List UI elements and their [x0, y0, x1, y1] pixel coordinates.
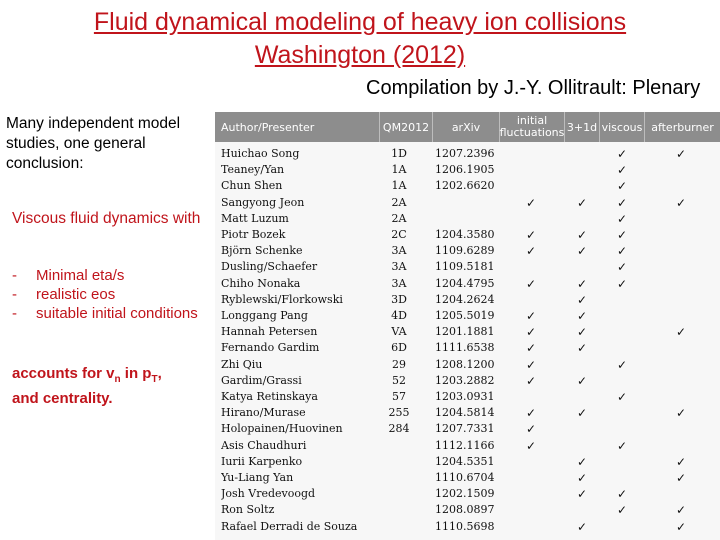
- cell-author: Iurii Karpenko: [221, 454, 303, 468]
- table-row: [215, 195, 720, 211]
- cell-arxiv: 1204.3580: [435, 228, 495, 241]
- cell-arxiv: [435, 195, 495, 211]
- cell-author: Dusling/Schaefer: [221, 260, 318, 274]
- cell-arxiv: 1207.7331: [435, 422, 495, 436]
- cell-author: Teaney/Yan: [221, 163, 285, 177]
- check-icon: ✓: [576, 341, 588, 356]
- check-icon: ✓: [576, 292, 588, 307]
- cell-arxiv: 1204.5814: [435, 406, 495, 420]
- cell-arxiv: 1203.2882: [435, 373, 495, 387]
- check-icon: ✓: [616, 260, 628, 275]
- check-icon: ✓: [525, 438, 537, 453]
- table-row: [215, 211, 720, 227]
- cell-arxiv: 1110.5698: [435, 519, 495, 533]
- cell-qm2012: 57: [392, 390, 406, 403]
- cell-arxiv: [435, 211, 495, 227]
- table-row: [215, 243, 720, 259]
- compilation-heading: Compilation by J.-Y. Ollitrault: Plenary: [366, 77, 701, 99]
- header-afterburner: afterburner: [651, 120, 714, 134]
- check-icon: ✓: [675, 325, 687, 340]
- cell-arxiv: 1109.6289: [435, 244, 495, 258]
- cell-qm2012: 3A: [391, 260, 407, 274]
- table-row: [215, 454, 720, 470]
- table-row: [215, 276, 720, 292]
- cell-author: Josh Vredevoogd: [221, 487, 316, 501]
- cell-arxiv: 1208.1200: [435, 357, 495, 371]
- check-icon: ✓: [576, 309, 588, 323]
- check-icon: ✓: [525, 309, 537, 323]
- cell-qm2012: 29: [392, 357, 406, 371]
- check-icon: ✓: [576, 276, 588, 291]
- cell-qm2012: 3A: [391, 276, 407, 290]
- title-line-2: Washington (2012): [254, 41, 466, 69]
- check-icon: ✓: [616, 147, 628, 161]
- cell-qm2012: [385, 470, 413, 486]
- cell-qm2012: 1A: [391, 163, 407, 177]
- cell-qm2012: [385, 502, 413, 518]
- cell-arxiv: 1208.0897: [435, 503, 495, 517]
- check-icon: ✓: [616, 195, 628, 210]
- header-qm2012: QM2012: [382, 120, 430, 134]
- check-icon: ✓: [576, 325, 588, 340]
- table-header: [215, 112, 720, 142]
- cell-qm2012: 2A: [391, 211, 407, 225]
- cell-author: Piotr Bozek: [221, 228, 286, 241]
- table-row: [215, 502, 720, 518]
- check-icon: ✓: [616, 244, 628, 259]
- cell-author: Katya Retinskaya: [221, 390, 318, 403]
- check-icon: ✓: [525, 422, 537, 437]
- table-row: [215, 373, 720, 389]
- check-icon: ✓: [525, 276, 537, 291]
- cell-author: Holopainen/Huovinen: [221, 422, 343, 436]
- check-icon: ✓: [675, 519, 687, 534]
- check-icon: ✓: [675, 454, 687, 469]
- check-icon: ✓: [576, 195, 588, 210]
- cell-qm2012: VA: [391, 325, 407, 339]
- cell-qm2012: [385, 438, 413, 454]
- header-3plus1d: 3+1d: [566, 120, 598, 134]
- cell-qm2012: [385, 486, 413, 502]
- cell-qm2012: 284: [388, 422, 410, 436]
- cell-author: Fernando Gardim: [221, 341, 320, 355]
- check-icon: ✓: [525, 373, 537, 388]
- cell-author: Matt Luzum: [221, 211, 289, 225]
- check-icon: ✓: [576, 454, 588, 469]
- bullet-list: [12, 266, 202, 323]
- cell-arxiv: 1204.2624: [435, 292, 495, 306]
- table-row: [215, 438, 720, 454]
- header-author: Author/Presenter: [221, 120, 315, 134]
- cell-arxiv: 1111.6538: [435, 341, 495, 355]
- cell-qm2012: 6D: [391, 341, 407, 355]
- cell-author: Huichao Song: [221, 147, 300, 160]
- table-row: [215, 178, 720, 194]
- check-icon: ✓: [576, 244, 588, 259]
- check-icon: ✓: [616, 228, 628, 242]
- table-row: [215, 324, 720, 340]
- cell-author: Asis Chaudhuri: [221, 438, 307, 452]
- cell-qm2012: 1A: [391, 179, 407, 193]
- table-row: [215, 340, 720, 356]
- cell-author: Yu-Liang Yan: [221, 471, 294, 484]
- cell-author: Ron Soltz: [221, 503, 275, 517]
- cell-author: Ryblewski/Florkowski: [221, 292, 343, 306]
- cell-author: Hannah Petersen: [221, 325, 318, 339]
- bullet-item: - Minimal eta/s: [12, 267, 125, 284]
- table-row: [215, 227, 720, 243]
- table-row: [215, 292, 720, 308]
- cell-author: Sangyong Jeon: [221, 195, 305, 209]
- check-icon: ✓: [576, 487, 588, 502]
- cell-author: Hirano/Murase: [221, 406, 306, 420]
- bullet-item: - realistic eos: [12, 286, 116, 303]
- cell-arxiv: 1207.2396: [435, 147, 495, 160]
- cell-qm2012: 2A: [391, 195, 407, 209]
- cell-arxiv: 1202.6620: [435, 179, 495, 193]
- check-icon: ✓: [525, 357, 537, 372]
- table-row: [215, 146, 720, 162]
- check-icon: ✓: [525, 406, 537, 421]
- viscous-heading: Viscous fluid dynamics with: [12, 210, 201, 227]
- check-icon: ✓: [576, 406, 588, 421]
- intro-text: Many independent model studies, one general conclusion:: [6, 115, 181, 172]
- cell-author: Chun Shen: [221, 179, 283, 193]
- cell-qm2012: 3D: [391, 292, 407, 306]
- cell-arxiv: 1112.1166: [435, 438, 495, 452]
- check-icon: ✓: [616, 487, 628, 502]
- cell-qm2012: 1D: [391, 147, 407, 160]
- cell-author: Zhi Qiu: [221, 357, 263, 371]
- cell-qm2012: [385, 519, 413, 535]
- cell-author: Longgang Pang: [221, 309, 308, 322]
- check-icon: ✓: [525, 341, 537, 356]
- header-initial-fluctuations: initial fluctuations: [499, 114, 565, 139]
- check-icon: ✓: [616, 357, 628, 372]
- bullet-item: - suitable initial conditions: [12, 305, 198, 322]
- header-arxiv: arXiv: [451, 120, 481, 134]
- check-icon: ✓: [675, 147, 687, 161]
- compilation-table: [215, 112, 720, 540]
- check-icon: ✓: [525, 325, 537, 340]
- header-viscous: viscous: [601, 120, 643, 134]
- check-icon: ✓: [616, 390, 628, 404]
- cell-arxiv: 1206.1905: [435, 163, 495, 177]
- check-icon: ✓: [675, 503, 687, 518]
- check-icon: ✓: [525, 228, 537, 242]
- check-icon: ✓: [675, 406, 687, 421]
- cell-qm2012: [385, 454, 413, 470]
- table-row: [215, 259, 720, 275]
- cell-arxiv: 1202.1509: [435, 487, 495, 501]
- check-icon: ✓: [616, 438, 628, 453]
- table-row: [215, 486, 720, 502]
- cell-qm2012: 2C: [391, 228, 407, 241]
- check-icon: ✓: [576, 519, 588, 534]
- table-row: [215, 357, 720, 373]
- check-icon: ✓: [576, 373, 588, 388]
- cell-author: Rafael Derradi de Souza: [221, 519, 358, 533]
- check-icon: ✓: [616, 211, 628, 226]
- cell-qm2012: 4D: [391, 309, 407, 322]
- table-row: [215, 470, 720, 486]
- cell-author: Björn Schenke: [221, 244, 303, 258]
- cell-qm2012: 52: [392, 373, 406, 387]
- cell-arxiv: 1201.1881: [435, 325, 495, 339]
- cell-arxiv: 1109.5181: [435, 260, 495, 274]
- check-icon: ✓: [675, 471, 687, 485]
- check-icon: ✓: [616, 503, 628, 518]
- check-icon: ✓: [576, 228, 588, 242]
- check-icon: ✓: [525, 244, 537, 259]
- check-icon: ✓: [616, 179, 628, 194]
- check-icon: ✓: [616, 163, 628, 178]
- accounts-text: accounts for $v_n$ in $p_T$, and centrality.: [12, 365, 162, 407]
- table-row: [215, 421, 720, 437]
- cell-author: Gardim/Grassi: [221, 373, 302, 387]
- cell-arxiv: 1203.0931: [435, 390, 495, 403]
- cell-qm2012: 255: [388, 406, 410, 420]
- cell-author: Chiho Nonaka: [221, 276, 301, 290]
- table-row: [215, 308, 720, 324]
- cell-arxiv: 1204.4795: [435, 276, 495, 290]
- table-row: [215, 162, 720, 178]
- table-row: [215, 519, 720, 535]
- table-row: [215, 389, 720, 405]
- table-row: [215, 405, 720, 421]
- check-icon: ✓: [616, 276, 628, 291]
- check-icon: ✓: [576, 471, 588, 485]
- cell-arxiv: 1205.5019: [435, 309, 495, 322]
- cell-arxiv: 1204.5351: [435, 454, 495, 468]
- cell-qm2012: 3A: [391, 244, 407, 258]
- cell-arxiv: 1110.6704: [435, 471, 495, 484]
- check-icon: ✓: [675, 195, 687, 210]
- check-icon: ✓: [525, 195, 537, 210]
- title-line-1: Fluid dynamical modeling of heavy ion collisions: [93, 8, 627, 36]
